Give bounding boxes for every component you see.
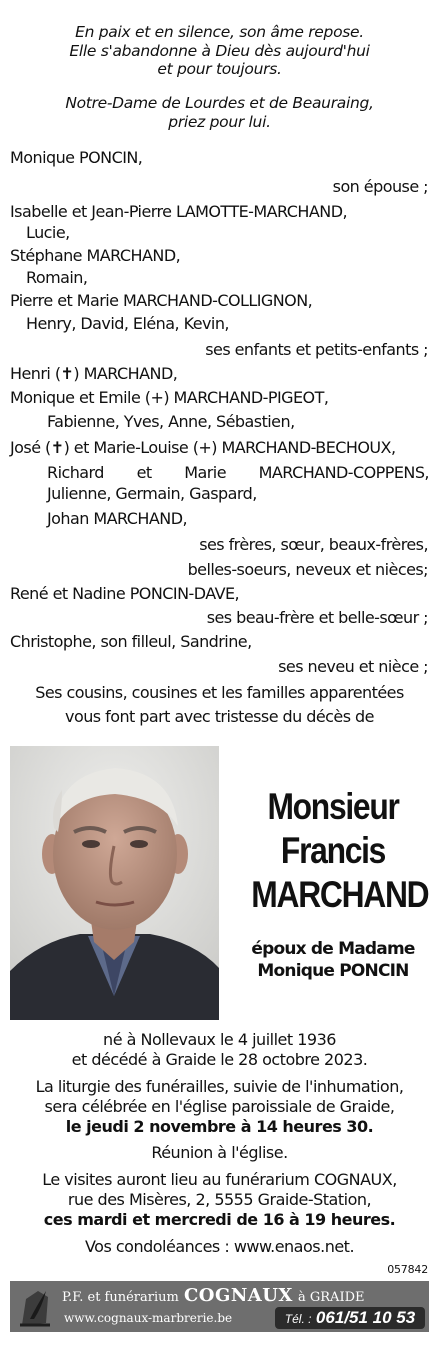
funeral-home-banner <box>10 1281 429 1332</box>
word: Richard <box>47 463 104 482</box>
deceased-title: Monsieur <box>267 786 399 827</box>
banner-title <box>62 1285 365 1306</box>
family-line: Pierre et Marie MARCHAND-COLLIGNON, <box>10 291 313 310</box>
quill-stone-logo-icon <box>16 1285 54 1333</box>
spouse-line: époux de Madame <box>251 939 415 959</box>
family-line: Ses cousins, cousines et les familles apparentées <box>35 683 404 702</box>
verse-line: Elle s'abandonne à Dieu dès aujourd'hui <box>69 41 370 60</box>
banner-website[interactable]: www.cognaux-marbrerie.be <box>64 1311 233 1325</box>
liturgy-line: sera célébrée en l'église paroissiale de Graide, <box>44 1097 395 1116</box>
reference-number: 057842 <box>387 1263 428 1276</box>
banner-phone-box <box>275 1307 425 1329</box>
prayer-line: Notre-Dame de Lourdes et de Beauraing, <box>65 94 374 112</box>
family-line: ses beau-frère et belle-sœur ; <box>206 608 428 627</box>
verse <box>0 23 439 79</box>
spouse-line: Monique PONCIN <box>257 961 409 981</box>
family-line: Lucie, <box>26 223 70 242</box>
family-line: ses frères, sœur, beaux-frères, <box>199 535 428 554</box>
family-line: Stéphane MARCHAND, <box>10 246 181 265</box>
family-line: Julienne, Germain, Gaspard, <box>47 484 257 503</box>
family-line: Fabienne, Yves, Anne, Sébastien, <box>47 412 295 431</box>
family-line: Henry, David, Eléna, Kevin, <box>26 314 229 333</box>
family-line: Christophe, son filleul, Sandrine, <box>10 632 252 651</box>
family-line: son épouse ; <box>332 177 428 196</box>
visits-address: rue des Misères, 2, 5555 Graide-Station, <box>67 1190 372 1209</box>
family-line: Isabelle et Jean-Pierre LAMOTTE-MARCHAND, <box>10 202 348 221</box>
liturgy-date: le jeudi 2 novembre à 14 heures 30. <box>65 1117 374 1136</box>
verse-line: En paix et en silence, son âme repose. <box>75 23 364 41</box>
family-line: ses neveu et nièce ; <box>278 657 428 676</box>
phone-label: Tél. : <box>284 1312 312 1326</box>
family-line: belles-soeurs, neveux et nièces; <box>187 560 428 579</box>
family-line-justified <box>47 463 429 483</box>
deceased-last-name: MARCHAND <box>251 874 429 915</box>
visits-time: ces mardi et mercredi de 16 à 19 heures. <box>43 1210 396 1229</box>
family-line: José (✝) et Marie-Louise (+) MARCHAND-BECHOUX, <box>10 438 396 457</box>
family-line: ses enfants et petits-enfants ; <box>205 340 428 359</box>
family-line: Henri (✝) MARCHAND, <box>10 364 178 383</box>
portrait-photo <box>10 746 219 1020</box>
word: et <box>136 463 152 482</box>
banner-brand: COGNAUX <box>183 1285 293 1306</box>
family-line: Johan MARCHAND, <box>47 509 188 528</box>
word: MARCHAND-COPPENS, <box>258 463 429 482</box>
death-line: et décédé à Graide le 28 octobre 2023. <box>71 1050 368 1069</box>
prayer <box>0 94 439 131</box>
verse-line: et pour toujours. <box>157 60 282 78</box>
liturgy-line: La liturgie des funérailles, suivie de l'inhumation, <box>35 1077 404 1096</box>
banner-prefix: P.F. et funérarium <box>62 1290 179 1305</box>
meeting-line: Réunion à l'église. <box>151 1143 288 1162</box>
family-line: vous font part avec tristesse du décès de <box>65 707 374 726</box>
family-line: Romain, <box>26 268 88 287</box>
family-line: René et Nadine PONCIN-DAVE, <box>10 584 240 603</box>
banner-place: à GRAIDE <box>298 1290 365 1305</box>
phone-number[interactable]: 061/51 10 53 <box>315 1308 416 1327</box>
condolences-line: Vos condoléances : www.enaos.net. <box>84 1237 355 1256</box>
prayer-line: priez pour lui. <box>168 112 271 131</box>
family-line: Monique et Emile (+) MARCHAND-PIGEOT, <box>10 388 329 407</box>
family-line: Monique PONCIN, <box>10 148 143 167</box>
birth-line: né à Nollevaux le 4 juillet 1936 <box>103 1030 336 1049</box>
visits-line: Le visites auront lieu au funérarium COGNAUX, <box>42 1170 397 1189</box>
word: Marie <box>184 463 226 482</box>
deceased-first-name: Francis <box>280 830 386 871</box>
